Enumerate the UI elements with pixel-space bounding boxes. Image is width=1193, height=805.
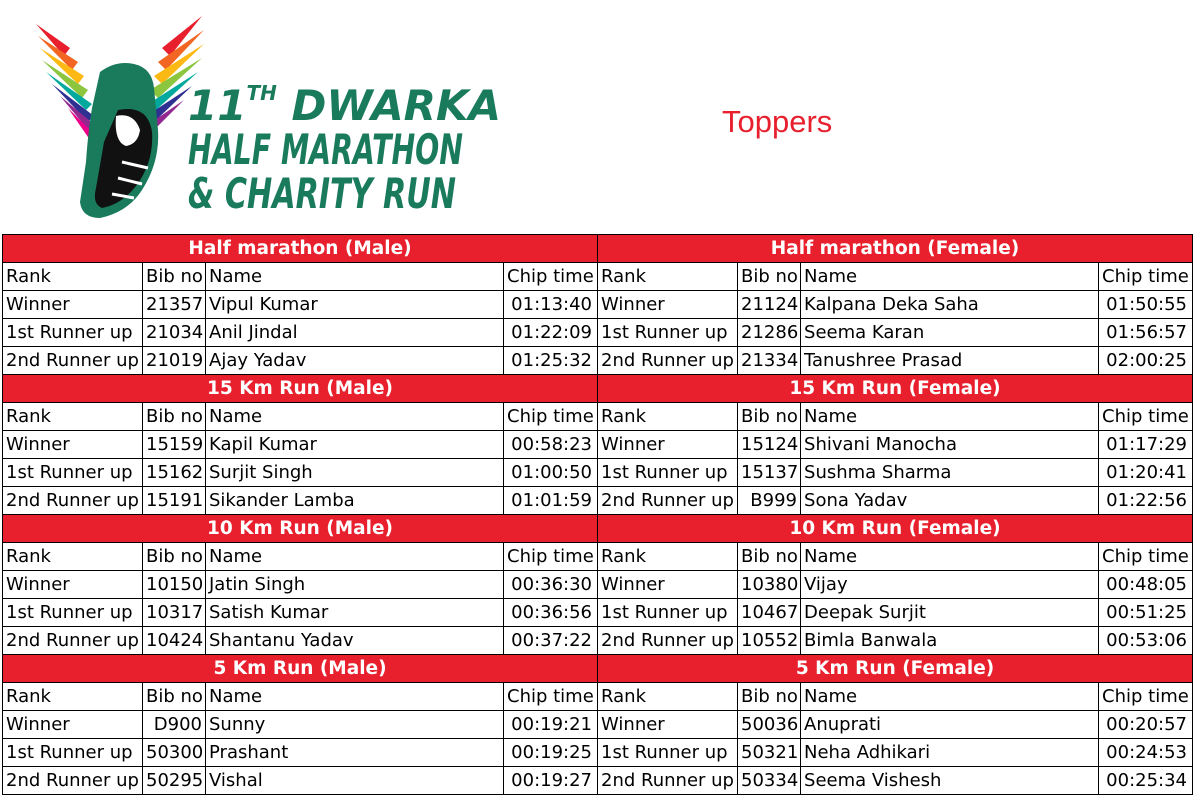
bib-header: Bib no — [143, 263, 206, 291]
time-cell: 00:25:34 — [1099, 767, 1193, 795]
time-cell: 00:37:22 — [504, 627, 598, 655]
time-cell: 00:58:23 — [504, 431, 598, 459]
bib-cell: B999 — [738, 487, 801, 515]
rank-cell: Winner — [598, 291, 738, 319]
rank-cell: 2nd Runner up — [3, 487, 143, 515]
name-cell: Anuprati — [801, 711, 1099, 739]
rank-cell: 1st Runner up — [598, 739, 738, 767]
bib-cell: 21034 — [143, 319, 206, 347]
time-cell: 00:48:05 — [1099, 571, 1193, 599]
bib-header: Bib no — [738, 683, 801, 711]
shoe-icon — [80, 63, 158, 218]
bib-cell: 10150 — [143, 571, 206, 599]
time-cell: 01:01:59 — [504, 487, 598, 515]
bib-header: Bib no — [738, 263, 801, 291]
rank-header: Rank — [598, 683, 738, 711]
time-cell: 00:36:30 — [504, 571, 598, 599]
section-title-female: Half marathon (Female) — [598, 235, 1193, 263]
bib-header: Bib no — [143, 403, 206, 431]
name-cell: Shivani Manocha — [801, 431, 1099, 459]
bib-header: Bib no — [738, 403, 801, 431]
column-header-row — [3, 263, 1193, 291]
rank-cell: Winner — [3, 571, 143, 599]
bib-cell: 10317 — [143, 599, 206, 627]
logo-line-2: HALF MARATHON — [188, 125, 463, 174]
bib-cell: 10424 — [143, 627, 206, 655]
rank-cell: Winner — [3, 291, 143, 319]
time-cell: 00:53:06 — [1099, 627, 1193, 655]
bib-cell: 50321 — [738, 739, 801, 767]
time-cell: 00:20:57 — [1099, 711, 1193, 739]
name-cell: Shantanu Yadav — [206, 627, 504, 655]
rank-cell: 1st Runner up — [3, 319, 143, 347]
name-header: Name — [206, 403, 504, 431]
bib-cell: 15137 — [738, 459, 801, 487]
name-cell: Sunny — [206, 711, 504, 739]
rank-cell: 2nd Runner up — [3, 347, 143, 375]
rank-header: Rank — [3, 263, 143, 291]
bib-cell: 21019 — [143, 347, 206, 375]
rank-header: Rank — [598, 403, 738, 431]
rank-header: Rank — [3, 403, 143, 431]
bib-cell: 15124 — [738, 431, 801, 459]
section-title-male: 5 Km Run (Male) — [3, 655, 598, 683]
name-header: Name — [206, 683, 504, 711]
rank-cell: Winner — [3, 711, 143, 739]
time-cell: 01:25:32 — [504, 347, 598, 375]
bib-header: Bib no — [143, 683, 206, 711]
section-title-male: 15 Km Run (Male) — [3, 375, 598, 403]
bib-cell: 21334 — [738, 347, 801, 375]
chip-time-header: Chip time — [1099, 683, 1193, 711]
column-header-row — [3, 543, 1193, 571]
name-cell: Kalpana Deka Saha — [801, 291, 1099, 319]
name-cell: Sikander Lamba — [206, 487, 504, 515]
column-header-row — [3, 683, 1193, 711]
rank-cell: Winner — [598, 431, 738, 459]
chip-time-header: Chip time — [504, 683, 598, 711]
table-row — [3, 739, 1193, 767]
table-row — [3, 319, 1193, 347]
table-row — [3, 291, 1193, 319]
chip-time-header: Chip time — [504, 263, 598, 291]
rank-cell: 2nd Runner up — [598, 627, 738, 655]
chip-time-header: Chip time — [1099, 263, 1193, 291]
bib-cell: 21124 — [738, 291, 801, 319]
bib-cell: 10380 — [738, 571, 801, 599]
name-cell: Tanushree Prasad — [801, 347, 1099, 375]
column-header-row — [3, 403, 1193, 431]
table-row — [3, 599, 1193, 627]
table-row — [3, 347, 1193, 375]
name-cell: Vijay — [801, 571, 1099, 599]
name-header: Name — [206, 543, 504, 571]
name-header: Name — [801, 403, 1099, 431]
name-cell: Seema Karan — [801, 319, 1099, 347]
rank-header: Rank — [3, 683, 143, 711]
section-title-male: 10 Km Run (Male) — [3, 515, 598, 543]
time-cell: 01:00:50 — [504, 459, 598, 487]
time-cell: 01:13:40 — [504, 291, 598, 319]
name-cell: Jatin Singh — [206, 571, 504, 599]
time-cell: 00:19:27 — [504, 767, 598, 795]
rank-cell: Winner — [598, 571, 738, 599]
chip-time-header: Chip time — [504, 403, 598, 431]
section-header-row — [3, 515, 1193, 543]
rank-cell: 1st Runner up — [598, 599, 738, 627]
name-cell: Kapil Kumar — [206, 431, 504, 459]
section-title-female: 10 Km Run (Female) — [598, 515, 1193, 543]
rank-cell: 2nd Runner up — [598, 487, 738, 515]
table-row — [3, 571, 1193, 599]
name-cell: Prashant — [206, 739, 504, 767]
name-cell: Seema Vishesh — [801, 767, 1099, 795]
name-cell: Vipul Kumar — [206, 291, 504, 319]
table-row — [3, 487, 1193, 515]
section-header-row — [3, 655, 1193, 683]
bib-header: Bib no — [143, 543, 206, 571]
results-table — [2, 234, 1193, 795]
chip-time-header: Chip time — [1099, 403, 1193, 431]
rank-cell: 2nd Runner up — [3, 627, 143, 655]
chip-time-header: Chip time — [504, 543, 598, 571]
name-cell: Anil Jindal — [206, 319, 504, 347]
table-row — [3, 767, 1193, 795]
logo-line-3: & CHARITY RUN — [188, 169, 456, 218]
results-body — [3, 235, 1193, 795]
chip-time-header: Chip time — [1099, 543, 1193, 571]
rank-cell: 1st Runner up — [3, 739, 143, 767]
time-cell: 02:00:25 — [1099, 347, 1193, 375]
rank-cell: Winner — [598, 711, 738, 739]
table-row — [3, 431, 1193, 459]
rank-cell: 1st Runner up — [598, 319, 738, 347]
name-header: Name — [801, 263, 1099, 291]
name-header: Name — [206, 263, 504, 291]
name-cell: Deepak Surjit — [801, 599, 1099, 627]
section-title-female: 5 Km Run (Female) — [598, 655, 1193, 683]
time-cell: 01:20:41 — [1099, 459, 1193, 487]
rank-cell: 2nd Runner up — [598, 347, 738, 375]
bib-cell: 15191 — [143, 487, 206, 515]
event-logo — [30, 12, 502, 222]
name-cell: Vishal — [206, 767, 504, 795]
bib-cell: 10552 — [738, 627, 801, 655]
time-cell: 01:22:56 — [1099, 487, 1193, 515]
table-row — [3, 459, 1193, 487]
rank-header: Rank — [598, 263, 738, 291]
page-title: Toppers — [722, 104, 833, 139]
rank-cell: 2nd Runner up — [598, 767, 738, 795]
bib-cell: 50300 — [143, 739, 206, 767]
bib-cell: D900 — [143, 711, 206, 739]
rank-cell: 1st Runner up — [598, 459, 738, 487]
time-cell: 01:17:29 — [1099, 431, 1193, 459]
rank-cell: Winner — [3, 431, 143, 459]
section-title-female: 15 Km Run (Female) — [598, 375, 1193, 403]
name-header: Name — [801, 683, 1099, 711]
time-cell: 00:19:21 — [504, 711, 598, 739]
rank-cell: 1st Runner up — [3, 599, 143, 627]
section-header-row — [3, 235, 1193, 263]
time-cell: 00:36:56 — [504, 599, 598, 627]
bib-cell: 21286 — [738, 319, 801, 347]
table-row — [3, 711, 1193, 739]
name-cell: Sushma Sharma — [801, 459, 1099, 487]
name-cell: Bimla Banwala — [801, 627, 1099, 655]
left-wing-icon — [36, 24, 96, 140]
section-title-male: Half marathon (Male) — [3, 235, 598, 263]
name-cell: Ajay Yadav — [206, 347, 504, 375]
section-header-row — [3, 375, 1193, 403]
bib-cell: 10467 — [738, 599, 801, 627]
bib-cell: 15162 — [143, 459, 206, 487]
rank-cell: 2nd Runner up — [3, 767, 143, 795]
time-cell: 00:51:25 — [1099, 599, 1193, 627]
rank-header: Rank — [3, 543, 143, 571]
table-row — [3, 627, 1193, 655]
name-cell: Surjit Singh — [206, 459, 504, 487]
time-cell: 01:56:57 — [1099, 319, 1193, 347]
bib-cell: 21357 — [143, 291, 206, 319]
bib-cell: 50295 — [143, 767, 206, 795]
name-cell: Neha Adhikari — [801, 739, 1099, 767]
logo-line-1: 11TH DWARKA — [188, 81, 502, 130]
bib-cell: 15159 — [143, 431, 206, 459]
time-cell: 00:24:53 — [1099, 739, 1193, 767]
bib-cell: 50036 — [738, 711, 801, 739]
name-cell: Satish Kumar — [206, 599, 504, 627]
rank-cell: 1st Runner up — [3, 459, 143, 487]
name-cell: Sona Yadav — [801, 487, 1099, 515]
bib-cell: 50334 — [738, 767, 801, 795]
rank-header: Rank — [598, 543, 738, 571]
bib-header: Bib no — [738, 543, 801, 571]
time-cell: 01:22:09 — [504, 319, 598, 347]
name-header: Name — [801, 543, 1099, 571]
time-cell: 01:50:55 — [1099, 291, 1193, 319]
time-cell: 00:19:25 — [504, 739, 598, 767]
